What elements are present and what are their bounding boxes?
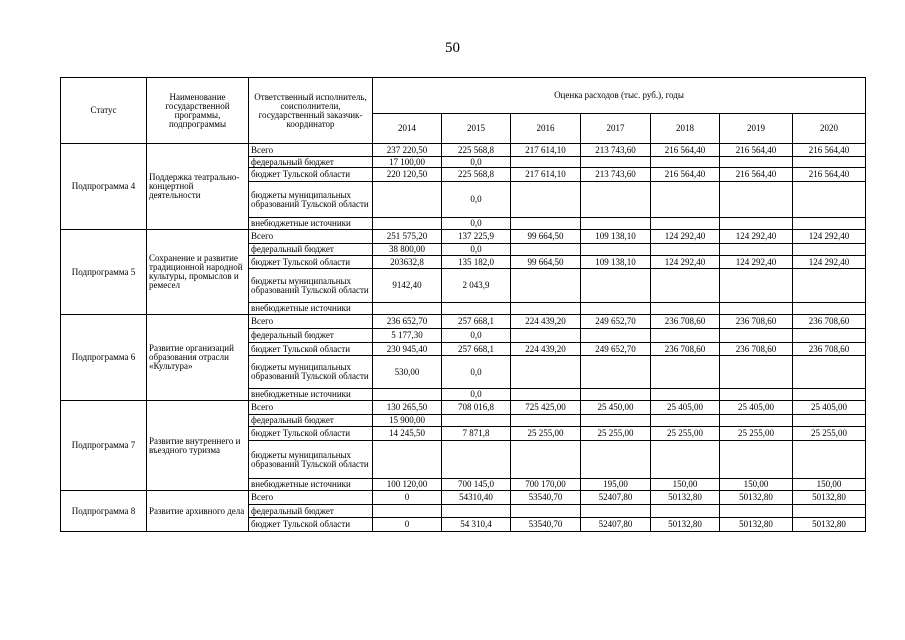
program-name: Развитие внутреннего и въездного туризма	[147, 401, 249, 491]
amount-cell	[511, 218, 581, 230]
amount-cell	[581, 389, 651, 401]
amount-cell: 50132,80	[720, 491, 793, 505]
amount-cell: 150,00	[651, 479, 720, 491]
amount-cell	[442, 303, 511, 315]
funding-source: внебюджетные источники	[249, 303, 373, 315]
amount-cell: 124 292,40	[720, 230, 793, 244]
amount-cell	[373, 303, 442, 315]
amount-cell: 50132,80	[720, 518, 793, 532]
amount-cell	[651, 182, 720, 218]
header-year: 2015	[442, 114, 511, 144]
amount-cell: 237 220,50	[373, 144, 442, 157]
amount-cell: 224 439,20	[511, 315, 581, 329]
amount-cell	[720, 269, 793, 303]
amount-cell: 0	[373, 518, 442, 532]
amount-cell: 14 245,50	[373, 427, 442, 441]
amount-cell: 2 043,9	[442, 269, 511, 303]
amount-cell: 224 439,20	[511, 343, 581, 356]
amount-cell	[511, 441, 581, 479]
amount-cell	[511, 182, 581, 218]
amount-cell: 150,00	[793, 479, 866, 491]
program-status: Подпрограмма 4	[61, 144, 147, 230]
amount-cell	[581, 182, 651, 218]
amount-cell: 0	[373, 491, 442, 505]
amount-cell: 15 900,00	[373, 415, 442, 427]
amount-cell: 25 405,00	[720, 401, 793, 415]
funding-source: федеральный бюджет	[249, 244, 373, 256]
program-name: Сохранение и развитие традиционной народной культуры, промыслов и ремесел	[147, 230, 249, 315]
amount-cell: 0,0	[442, 182, 511, 218]
amount-cell	[373, 389, 442, 401]
table-row	[61, 230, 866, 244]
amount-cell	[511, 303, 581, 315]
amount-cell: 124 292,40	[720, 256, 793, 269]
amount-cell: 203632,8	[373, 256, 442, 269]
amount-cell	[720, 356, 793, 389]
amount-cell	[651, 505, 720, 518]
amount-cell	[793, 182, 866, 218]
amount-cell: 0,0	[442, 244, 511, 256]
program-status: Подпрограмма 7	[61, 401, 147, 491]
amount-cell: 216 564,40	[720, 168, 793, 182]
amount-cell: 124 292,40	[651, 256, 720, 269]
amount-cell: 124 292,40	[793, 230, 866, 244]
amount-cell	[581, 441, 651, 479]
amount-cell: 236 708,60	[651, 315, 720, 329]
amount-cell: 217 614,10	[511, 144, 581, 157]
amount-cell	[651, 389, 720, 401]
header-executor: Ответственный исполнитель, соисполнители, государственный заказчик-координатор	[249, 78, 373, 144]
funding-source: бюджеты муниципальных образований Тульской области	[249, 182, 373, 218]
funding-source: Всего	[249, 144, 373, 157]
amount-cell	[511, 157, 581, 168]
amount-cell: 38 800,00	[373, 244, 442, 256]
amount-cell	[442, 415, 511, 427]
funding-source: внебюджетные источники	[249, 218, 373, 230]
amount-cell: 124 292,40	[793, 256, 866, 269]
amount-cell	[581, 244, 651, 256]
amount-cell	[651, 218, 720, 230]
amount-cell	[793, 389, 866, 401]
header-year: 2016	[511, 114, 581, 144]
amount-cell: 17 100,00	[373, 157, 442, 168]
amount-cell: 0,0	[442, 389, 511, 401]
amount-cell: 50132,80	[793, 518, 866, 532]
amount-cell: 220 120,50	[373, 168, 442, 182]
amount-cell	[793, 157, 866, 168]
amount-cell: 249 652,70	[581, 343, 651, 356]
amount-cell: 54 310,4	[442, 518, 511, 532]
amount-cell	[373, 441, 442, 479]
amount-cell	[720, 415, 793, 427]
amount-cell	[793, 415, 866, 427]
amount-cell: 25 405,00	[793, 401, 866, 415]
amount-cell: 109 138,10	[581, 256, 651, 269]
amount-cell	[793, 303, 866, 315]
amount-cell: 225 568,8	[442, 168, 511, 182]
funding-source: бюджет Тульской области	[249, 518, 373, 532]
amount-cell: 530,00	[373, 356, 442, 389]
amount-cell: 725 425,00	[511, 401, 581, 415]
amount-cell	[581, 415, 651, 427]
amount-cell: 53540,70	[511, 491, 581, 505]
amount-cell	[581, 269, 651, 303]
amount-cell: 257 668,1	[442, 315, 511, 329]
amount-cell: 7 871,8	[442, 427, 511, 441]
funding-source: федеральный бюджет	[249, 505, 373, 518]
amount-cell: 109 138,10	[581, 230, 651, 244]
amount-cell: 100 120,00	[373, 479, 442, 491]
amount-cell: 54310,40	[442, 491, 511, 505]
amount-cell: 25 255,00	[511, 427, 581, 441]
funding-source: бюджеты муниципальных образований Тульской области	[249, 269, 373, 303]
amount-cell: 50132,80	[651, 518, 720, 532]
amount-cell: 25 405,00	[651, 401, 720, 415]
amount-cell	[793, 244, 866, 256]
funding-source: федеральный бюджет	[249, 157, 373, 168]
amount-cell	[581, 303, 651, 315]
amount-cell: 5 177,30	[373, 329, 442, 343]
amount-cell: 53540,70	[511, 518, 581, 532]
funding-source: бюджет Тульской области	[249, 256, 373, 269]
amount-cell	[651, 356, 720, 389]
program-name: Развитие организаций образования отрасли «Культура»	[147, 315, 249, 401]
amount-cell: 217 614,10	[511, 168, 581, 182]
amount-cell: 50132,80	[793, 491, 866, 505]
amount-cell: 25 255,00	[793, 427, 866, 441]
amount-cell: 99 664,50	[511, 230, 581, 244]
header-year: 2019	[720, 114, 793, 144]
amount-cell: 230 945,40	[373, 343, 442, 356]
funding-source: бюджет Тульской области	[249, 168, 373, 182]
amount-cell	[651, 244, 720, 256]
amount-cell	[720, 389, 793, 401]
amount-cell: 225 568,8	[442, 144, 511, 157]
amount-cell	[373, 505, 442, 518]
amount-cell	[651, 441, 720, 479]
amount-cell: 708 016,8	[442, 401, 511, 415]
amount-cell	[720, 218, 793, 230]
amount-cell: 216 564,40	[793, 144, 866, 157]
amount-cell: 213 743,60	[581, 144, 651, 157]
amount-cell: 52407,80	[581, 518, 651, 532]
amount-cell: 0,0	[442, 157, 511, 168]
amount-cell: 195,00	[581, 479, 651, 491]
amount-cell: 216 564,40	[720, 144, 793, 157]
amount-cell: 236 708,60	[720, 343, 793, 356]
amount-cell: 0,0	[442, 218, 511, 230]
funding-source: Всего	[249, 491, 373, 505]
amount-cell: 700 170,00	[511, 479, 581, 491]
table-row	[61, 315, 866, 329]
amount-cell	[511, 389, 581, 401]
amount-cell: 236 708,60	[793, 343, 866, 356]
amount-cell	[442, 441, 511, 479]
header-name: Наименование государственной программы, подпрограммы	[147, 78, 249, 144]
amount-cell: 0,0	[442, 329, 511, 343]
header-year: 2018	[651, 114, 720, 144]
program-status: Подпрограмма 6	[61, 315, 147, 401]
amount-cell	[581, 505, 651, 518]
amount-cell	[651, 157, 720, 168]
amount-cell	[373, 182, 442, 218]
amount-cell: 216 564,40	[651, 168, 720, 182]
amount-cell	[793, 269, 866, 303]
funding-source: федеральный бюджет	[249, 415, 373, 427]
amount-cell	[651, 415, 720, 427]
amount-cell	[793, 505, 866, 518]
amount-cell: 216 564,40	[793, 168, 866, 182]
amount-cell: 236 708,60	[793, 315, 866, 329]
funding-source: бюджет Тульской области	[249, 343, 373, 356]
amount-cell	[581, 356, 651, 389]
amount-cell	[581, 157, 651, 168]
amount-cell	[511, 269, 581, 303]
amount-cell: 236 708,60	[720, 315, 793, 329]
amount-cell: 124 292,40	[651, 230, 720, 244]
amount-cell: 135 182,0	[442, 256, 511, 269]
table-row	[61, 144, 866, 157]
amount-cell	[720, 441, 793, 479]
amount-cell	[793, 441, 866, 479]
amount-cell: 25 255,00	[651, 427, 720, 441]
amount-cell: 9142,40	[373, 269, 442, 303]
amount-cell: 50132,80	[651, 491, 720, 505]
amount-cell	[651, 303, 720, 315]
amount-cell	[793, 218, 866, 230]
funding-source: федеральный бюджет	[249, 329, 373, 343]
amount-cell	[511, 415, 581, 427]
program-status: Подпрограмма 8	[61, 491, 147, 532]
amount-cell	[720, 329, 793, 343]
amount-cell: 150,00	[720, 479, 793, 491]
page-number: 50	[445, 40, 460, 56]
amount-cell	[651, 329, 720, 343]
amount-cell	[651, 269, 720, 303]
program-status: Подпрограмма 5	[61, 230, 147, 315]
amount-cell: 137 225,9	[442, 230, 511, 244]
amount-cell: 236 652,70	[373, 315, 442, 329]
amount-cell	[793, 329, 866, 343]
budget-table	[60, 77, 866, 532]
funding-source: внебюджетные источники	[249, 389, 373, 401]
amount-cell	[511, 356, 581, 389]
amount-cell: 99 664,50	[511, 256, 581, 269]
amount-cell	[442, 505, 511, 518]
funding-source: внебюджетные источники	[249, 479, 373, 491]
amount-cell	[720, 182, 793, 218]
amount-cell: 251 575,20	[373, 230, 442, 244]
amount-cell: 130 265,50	[373, 401, 442, 415]
amount-cell: 700 145,0	[442, 479, 511, 491]
table-row	[61, 401, 866, 415]
funding-source: бюджеты муниципальных образований Тульской области	[249, 441, 373, 479]
header-year: 2020	[793, 114, 866, 144]
funding-source: Всего	[249, 230, 373, 244]
amount-cell: 0,0	[442, 356, 511, 389]
amount-cell	[793, 356, 866, 389]
amount-cell	[720, 505, 793, 518]
amount-cell	[581, 329, 651, 343]
amount-cell	[720, 157, 793, 168]
amount-cell: 25 450,00	[581, 401, 651, 415]
header-status: Статус	[61, 78, 147, 144]
header-year: 2014	[373, 114, 442, 144]
funding-source: Всего	[249, 401, 373, 415]
amount-cell	[511, 505, 581, 518]
amount-cell: 236 708,60	[651, 343, 720, 356]
amount-cell	[373, 218, 442, 230]
header-estimate: Оценка расходов (тыс. руб.), годы	[373, 78, 866, 114]
program-name: Поддержка театрально-концертной деятельности	[147, 144, 249, 230]
amount-cell	[511, 329, 581, 343]
amount-cell	[581, 218, 651, 230]
amount-cell	[511, 244, 581, 256]
amount-cell: 213 743,60	[581, 168, 651, 182]
funding-source: Всего	[249, 315, 373, 329]
table-row	[61, 491, 866, 505]
header-year: 2017	[581, 114, 651, 144]
amount-cell: 25 255,00	[720, 427, 793, 441]
amount-cell	[720, 244, 793, 256]
funding-source: бюджеты муниципальных образований Тульской области	[249, 356, 373, 389]
amount-cell: 257 668,1	[442, 343, 511, 356]
amount-cell: 25 255,00	[581, 427, 651, 441]
amount-cell: 249 652,70	[581, 315, 651, 329]
amount-cell: 52407,80	[581, 491, 651, 505]
program-name: Развитие архивного дела	[147, 491, 249, 532]
amount-cell: 216 564,40	[651, 144, 720, 157]
amount-cell	[720, 303, 793, 315]
funding-source: бюджет Тульской области	[249, 427, 373, 441]
